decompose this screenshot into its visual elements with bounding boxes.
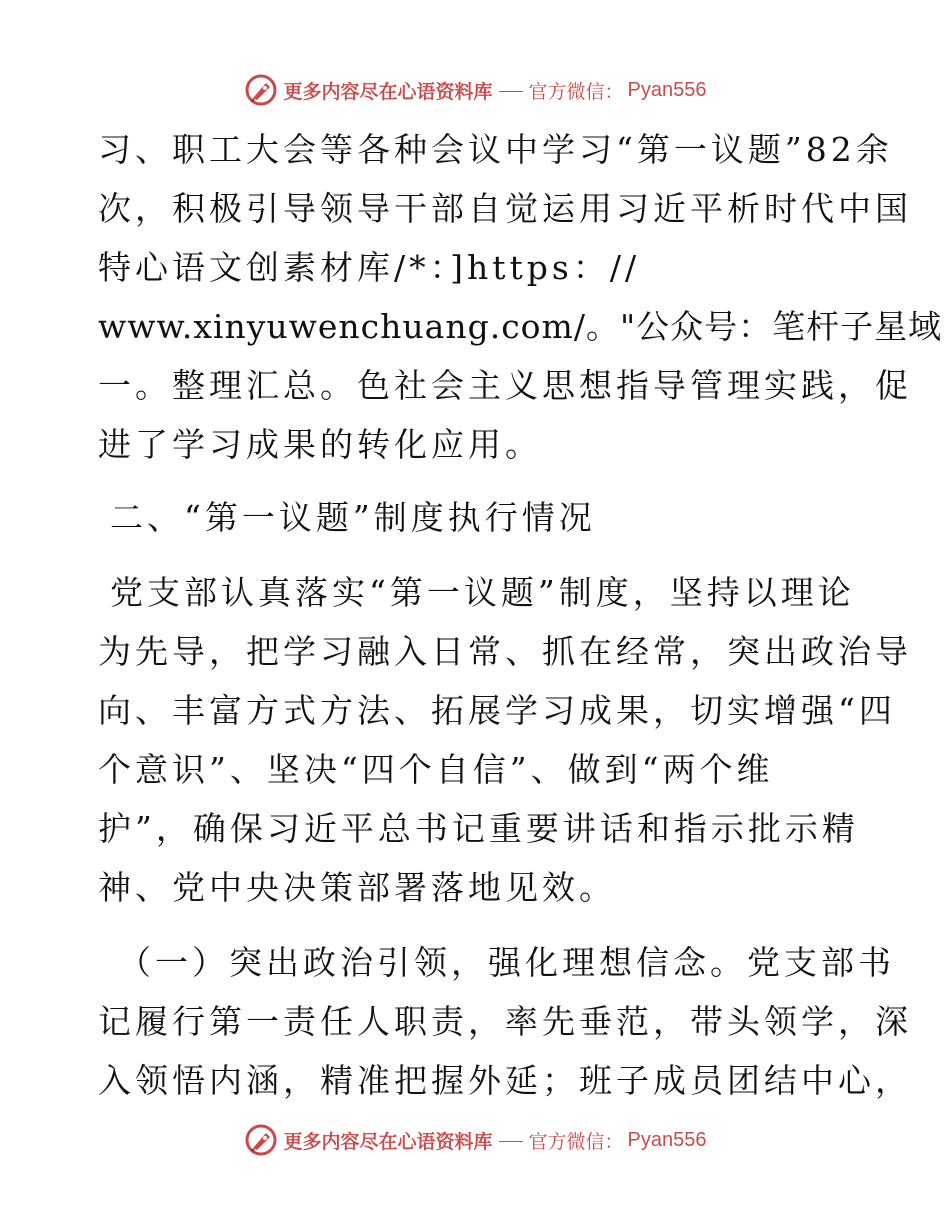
footer-banner [0,1120,950,1160]
text-line: 向、丰富方式方法、拓展学习成果，切实增强“四 [98,691,896,730]
banner-account: Pyan556 [627,78,707,101]
text-line: 一。整理汇总。色社会主义思想指导管理实践，促 [98,366,912,405]
text-line: 个意识”、坚决“四个自信”、做到“两个维 [98,750,774,789]
text-line: 进了学习成果的转化应用。 [98,425,542,464]
text-line: 记履行第一责任人职责，率先垂范，带头领学，深 [98,1002,912,1041]
banner-slogan: 更多内容尽在心语资料库 [283,1130,493,1153]
text-line: 次，积极引导领导干部自觉运用习近平析时代中国 [98,189,912,228]
paragraph-1 [98,120,943,474]
banner-official-label: 官方微信： [528,1130,624,1153]
text-line: 入领悟内涵，精准把握外延；班子成员团结中心， [98,1061,912,1100]
pen-nib-circle-logo-icon [244,1123,278,1157]
text-line: 特心语文创素材库/*：]https：// [98,248,641,287]
text-line: （一）突出政治引领，强化理想信念。党支部书 [118,943,895,982]
paragraph-3 [98,933,912,1110]
banner-dash [499,1141,523,1142]
text-line: 党支部认真落实“第一议题”制度，坚持以理论 [110,573,855,612]
section-heading: 二、“第一议题”制度执行情况 [110,498,596,537]
text-line: 习、职工大会等各种会议中学习“第一议题”82余 [98,130,893,169]
document-body [98,120,943,1110]
text-line: www.xinyuwenchuang.com/。"公众号：笔杆子星域 [98,307,943,346]
header-banner [0,70,950,110]
banner-slogan: 更多内容尽在心语资料库 [283,80,493,103]
paragraph-2 [98,563,912,917]
banner-dash [499,91,523,92]
text-line: 神、党中央决策部署落地见效。 [98,868,616,907]
text-line: 护”，确保习近平总书记重要讲话和指示批示精 [98,809,859,848]
banner-account: Pyan556 [627,1128,707,1151]
text-line: 为先导，把学习融入日常、抓在经常，突出政治导 [98,632,912,671]
pen-nib-circle-logo-icon [244,73,278,107]
banner-official-label: 官方微信： [528,80,624,103]
